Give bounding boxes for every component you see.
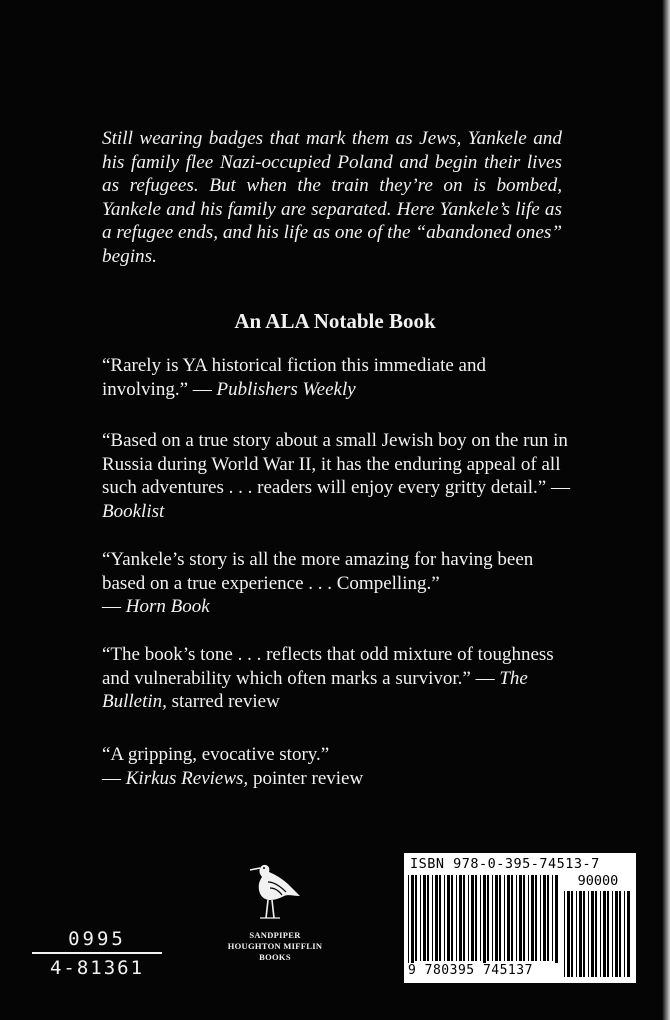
barcode-bar xyxy=(471,875,474,961)
quote-text: “A gripping, evocative story.” xyxy=(102,744,330,765)
barcode-bar xyxy=(615,891,618,977)
quote-source: Horn Book xyxy=(125,596,210,617)
barcode-bar xyxy=(528,875,529,961)
barcode-bar xyxy=(459,875,462,961)
review-quote xyxy=(102,354,572,401)
quote-text: “The book’s tone . . . reflects that odd mixture of toughness and vulnerability which often marks a survivor.” — xyxy=(102,644,554,689)
barcode-bar xyxy=(420,875,421,961)
barcode-bar xyxy=(600,891,601,977)
barcode-bar xyxy=(540,875,541,961)
barcode-bar xyxy=(495,875,498,961)
barcode-bar xyxy=(468,875,469,961)
award-heading: An ALA Notable Book xyxy=(234,309,436,333)
publisher-logo xyxy=(215,858,335,963)
barcode-bar xyxy=(588,891,589,977)
barcode-bar xyxy=(555,875,558,963)
barcode-bar xyxy=(612,891,613,977)
barcode-bar xyxy=(504,875,505,961)
quote-text: “Rarely is YA historical fiction this immediate and involving.” — xyxy=(102,355,486,400)
barcode-bar xyxy=(451,875,453,961)
review-quote xyxy=(102,429,572,523)
barcode-bar xyxy=(480,875,481,961)
addon-number: 90000 xyxy=(577,873,619,889)
barcode-bar xyxy=(595,891,597,977)
barcode-bar xyxy=(519,875,522,961)
ean-barcode-bars xyxy=(408,875,560,963)
barcode-bar xyxy=(415,875,417,961)
barcode-bar xyxy=(435,875,438,961)
barcode-bar xyxy=(564,891,565,977)
isbn-barcode xyxy=(404,853,636,983)
barcode-bar xyxy=(531,875,534,961)
price-code-top: 0995 xyxy=(32,928,162,954)
barcode-bar xyxy=(607,891,609,977)
quote-source: Publishers Weekly xyxy=(216,378,356,400)
quote-source: The Bulletin, xyxy=(102,667,528,712)
barcode-bar xyxy=(432,875,433,961)
ean-number: 9 780395 745137 xyxy=(408,963,533,978)
barcode-bar xyxy=(516,875,517,961)
barcode-bar xyxy=(523,875,525,961)
publisher-name xyxy=(215,930,335,963)
barcode-bar xyxy=(583,891,585,977)
addon-barcode-bars xyxy=(564,891,632,979)
quote-suffix: starred review xyxy=(166,691,280,712)
barcode-bar xyxy=(567,891,570,977)
barcode-bar xyxy=(439,875,441,961)
barcode-bar xyxy=(627,891,630,977)
barcode-bar xyxy=(411,875,414,963)
cover-edge xyxy=(662,0,670,1020)
barcode-bar xyxy=(444,875,445,961)
barcode-bar xyxy=(552,875,553,961)
price-code-bottom: 4-81361 xyxy=(49,957,145,979)
book-blurb: Still wearing badges that mark them as Jews, Yankele and his family flee Nazi-occupied Poland and begin their lives as refugees. But when the train they’re on is bombed, Yankele and his family are separated. Here Yankele’s life as a refugee ends, and his life as one of the “abandoned ones” begins. xyxy=(102,128,562,267)
barcode-bar xyxy=(571,891,573,977)
barcode-bar xyxy=(492,875,493,961)
barcode-bar xyxy=(475,875,477,961)
quote-text: “Yankele’s story is all the more amazing for having been based on a true experience . . . Compelling.” xyxy=(102,549,534,594)
sandpiper-bird-icon xyxy=(248,858,302,926)
publisher-line-1: SANDPIPER xyxy=(249,930,301,940)
barcode-bar xyxy=(507,875,510,961)
barcode-bar xyxy=(447,875,450,961)
barcode-bar xyxy=(408,875,409,963)
publisher-line-2: HOUGHTON MIFFLIN xyxy=(227,941,323,951)
quote-text: “Based on a true story about a small Jewish boy on the run in Russia during World War II, it has the enduring appeal of all such adventures . . . readers will enjoy every gritty detail.” — xyxy=(102,430,570,498)
barcode-bar xyxy=(463,875,465,961)
barcode-bar xyxy=(535,875,537,961)
barcode-bar xyxy=(487,875,489,961)
barcode-bar xyxy=(579,891,582,977)
barcode-bar xyxy=(423,875,426,961)
price-code xyxy=(32,928,162,979)
barcode-bar xyxy=(547,875,549,961)
quote-source: Booklist xyxy=(102,500,165,522)
barcode-bar xyxy=(624,891,625,977)
barcode-bar xyxy=(427,875,429,961)
barcode-bar xyxy=(511,875,513,961)
quote-dash: — xyxy=(102,596,126,617)
barcode-bar xyxy=(483,875,486,963)
review-quote xyxy=(102,643,572,714)
publisher-line-3: BOOKS xyxy=(259,952,291,962)
barcode-bar xyxy=(456,875,457,961)
quote-dash: — xyxy=(102,767,126,789)
barcode-bar xyxy=(591,891,594,977)
barcode-bar xyxy=(543,875,546,961)
barcode-bar xyxy=(499,875,501,961)
review-quote xyxy=(102,548,572,619)
quote-source: Kirkus Reviews, xyxy=(125,767,249,789)
barcode-bar xyxy=(576,891,577,977)
isbn-number: ISBN 978-0-395-74513-7 xyxy=(410,856,600,872)
barcode-bar xyxy=(619,891,621,977)
review-quote xyxy=(102,743,572,790)
barcode-bar xyxy=(603,891,606,977)
quote-suffix: pointer review xyxy=(248,767,364,789)
